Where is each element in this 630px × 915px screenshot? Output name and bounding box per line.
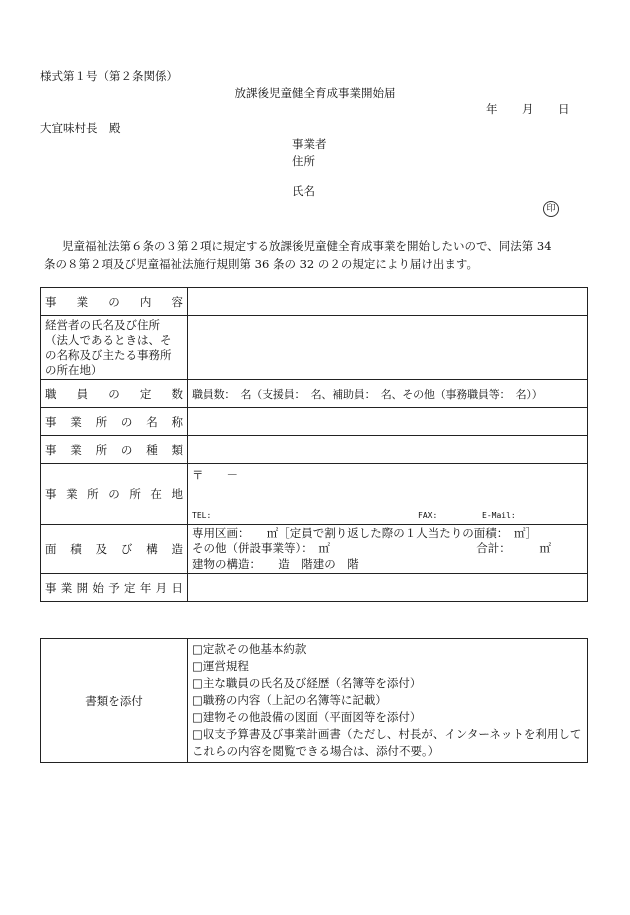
area-value-cell[interactable] bbox=[188, 525, 588, 574]
table-row bbox=[41, 639, 588, 763]
area-total: 合計： ㎡ bbox=[476, 541, 551, 555]
date-month-label: 月 bbox=[522, 102, 534, 116]
registration-table bbox=[40, 287, 588, 602]
office-type-value-cell[interactable] bbox=[188, 436, 588, 464]
attachment-item[interactable]: □運営規程 bbox=[192, 659, 249, 673]
manager-label-line: 経営者の氏名及び住所 bbox=[45, 317, 160, 332]
table-row bbox=[41, 408, 588, 436]
postal-code-field: 〒 － bbox=[192, 468, 238, 482]
area-label: 面積及び構造 bbox=[45, 542, 183, 556]
attachments-label: 書類を添付 bbox=[41, 639, 188, 763]
content-value-cell[interactable] bbox=[188, 288, 588, 316]
start-date-label: 事業開始予定年月日 bbox=[45, 580, 183, 595]
office-name-value-cell[interactable] bbox=[188, 408, 588, 436]
tel-field: TEL: bbox=[192, 511, 212, 520]
attachment-item[interactable]: □主な職員の氏名及び経歴（名簿等を添付） bbox=[192, 676, 422, 690]
staff-value-cell[interactable] bbox=[188, 380, 588, 408]
operator-label: 事業者 bbox=[292, 137, 327, 151]
area-label-cell bbox=[41, 525, 188, 574]
table-row bbox=[41, 380, 588, 408]
staff-label-cell bbox=[41, 380, 188, 408]
content-label: 事業の内容 bbox=[45, 294, 183, 309]
email-field: E-Mail: bbox=[482, 511, 516, 520]
manager-label-line: の所在地） bbox=[45, 362, 103, 377]
fax-field: FAX: bbox=[418, 511, 438, 520]
manager-label-line: （法人であるときは、そ bbox=[45, 332, 172, 347]
start-date-label-cell bbox=[41, 574, 188, 602]
attachment-item[interactable]: □職務の内容（上記の名簿等に記載） bbox=[192, 693, 387, 707]
manager-label-cell bbox=[41, 316, 188, 380]
office-name-label: 事業所の名称 bbox=[45, 414, 183, 429]
attachment-item[interactable]: □定款その他基本約款 bbox=[192, 642, 307, 656]
table-row bbox=[41, 316, 588, 380]
addressee: 大宜味村長 殿 bbox=[40, 121, 121, 135]
date-year-label: 年 bbox=[486, 102, 498, 116]
location-label: 事業所の所在地 bbox=[45, 487, 183, 501]
date-day-label: 日 bbox=[558, 102, 570, 116]
content-label-cell bbox=[41, 288, 188, 316]
name-label: 氏名 bbox=[292, 184, 315, 198]
office-name-label-cell bbox=[41, 408, 188, 436]
staff-label: 職員の定数 bbox=[45, 386, 183, 401]
table-row bbox=[41, 574, 588, 602]
area-fields bbox=[188, 525, 587, 573]
location-label-cell bbox=[41, 464, 188, 525]
office-type-label-cell bbox=[41, 436, 188, 464]
table-row bbox=[41, 525, 588, 574]
table-row bbox=[41, 464, 588, 525]
declaration-line-1: 児童福祉法第６条の３第２項に規定する放課後児童健全育成事業を開始したいので、同法第 34 bbox=[62, 239, 552, 253]
area-other: その他（併設事業等）： ㎡ bbox=[192, 541, 330, 555]
building-structure: 建物の構造： 造 階建の 階 bbox=[192, 557, 359, 571]
attachments-list bbox=[188, 639, 588, 763]
attachments-table bbox=[40, 638, 588, 763]
declaration-line-2: 条の８第２項及び児童福祉法施行規則第 36 条の 32 の２の規定により届け出ます。 bbox=[44, 257, 478, 271]
manager-value-cell[interactable] bbox=[188, 316, 588, 380]
seal-icon: 印 bbox=[543, 201, 559, 217]
table-row bbox=[41, 436, 588, 464]
form-number: 様式第１号（第２条関係） bbox=[40, 69, 178, 83]
staff-value: 職員数： 名（支援員： 名、補助員： 名、その他（事務職員等： 名）） bbox=[192, 387, 543, 401]
declaration-text bbox=[40, 237, 588, 273]
attachment-item[interactable]: □建物その他設備の図面（平面図等を添付） bbox=[192, 710, 422, 724]
manager-label-line: の名称及び主たる事務所 bbox=[45, 347, 172, 362]
table-row bbox=[41, 288, 588, 316]
document-title: 放課後児童健全育成事業開始届 bbox=[234, 86, 396, 100]
address-label: 住所 bbox=[292, 154, 315, 168]
start-date-value-cell[interactable] bbox=[188, 574, 588, 602]
location-fields bbox=[188, 464, 587, 524]
attachment-item[interactable]: □収支予算書及び事業計画書（ただし、村長が、インターネットを利用してこれらの内容を閲覧できる場合は、添付不要。） bbox=[192, 727, 582, 758]
location-value-cell[interactable] bbox=[188, 464, 588, 525]
office-type-label: 事業所の種類 bbox=[45, 442, 183, 457]
area-dedicated: 専用区画： ㎡［定員で割り返した際の１人当たりの面積： ㎡］ bbox=[192, 526, 537, 540]
